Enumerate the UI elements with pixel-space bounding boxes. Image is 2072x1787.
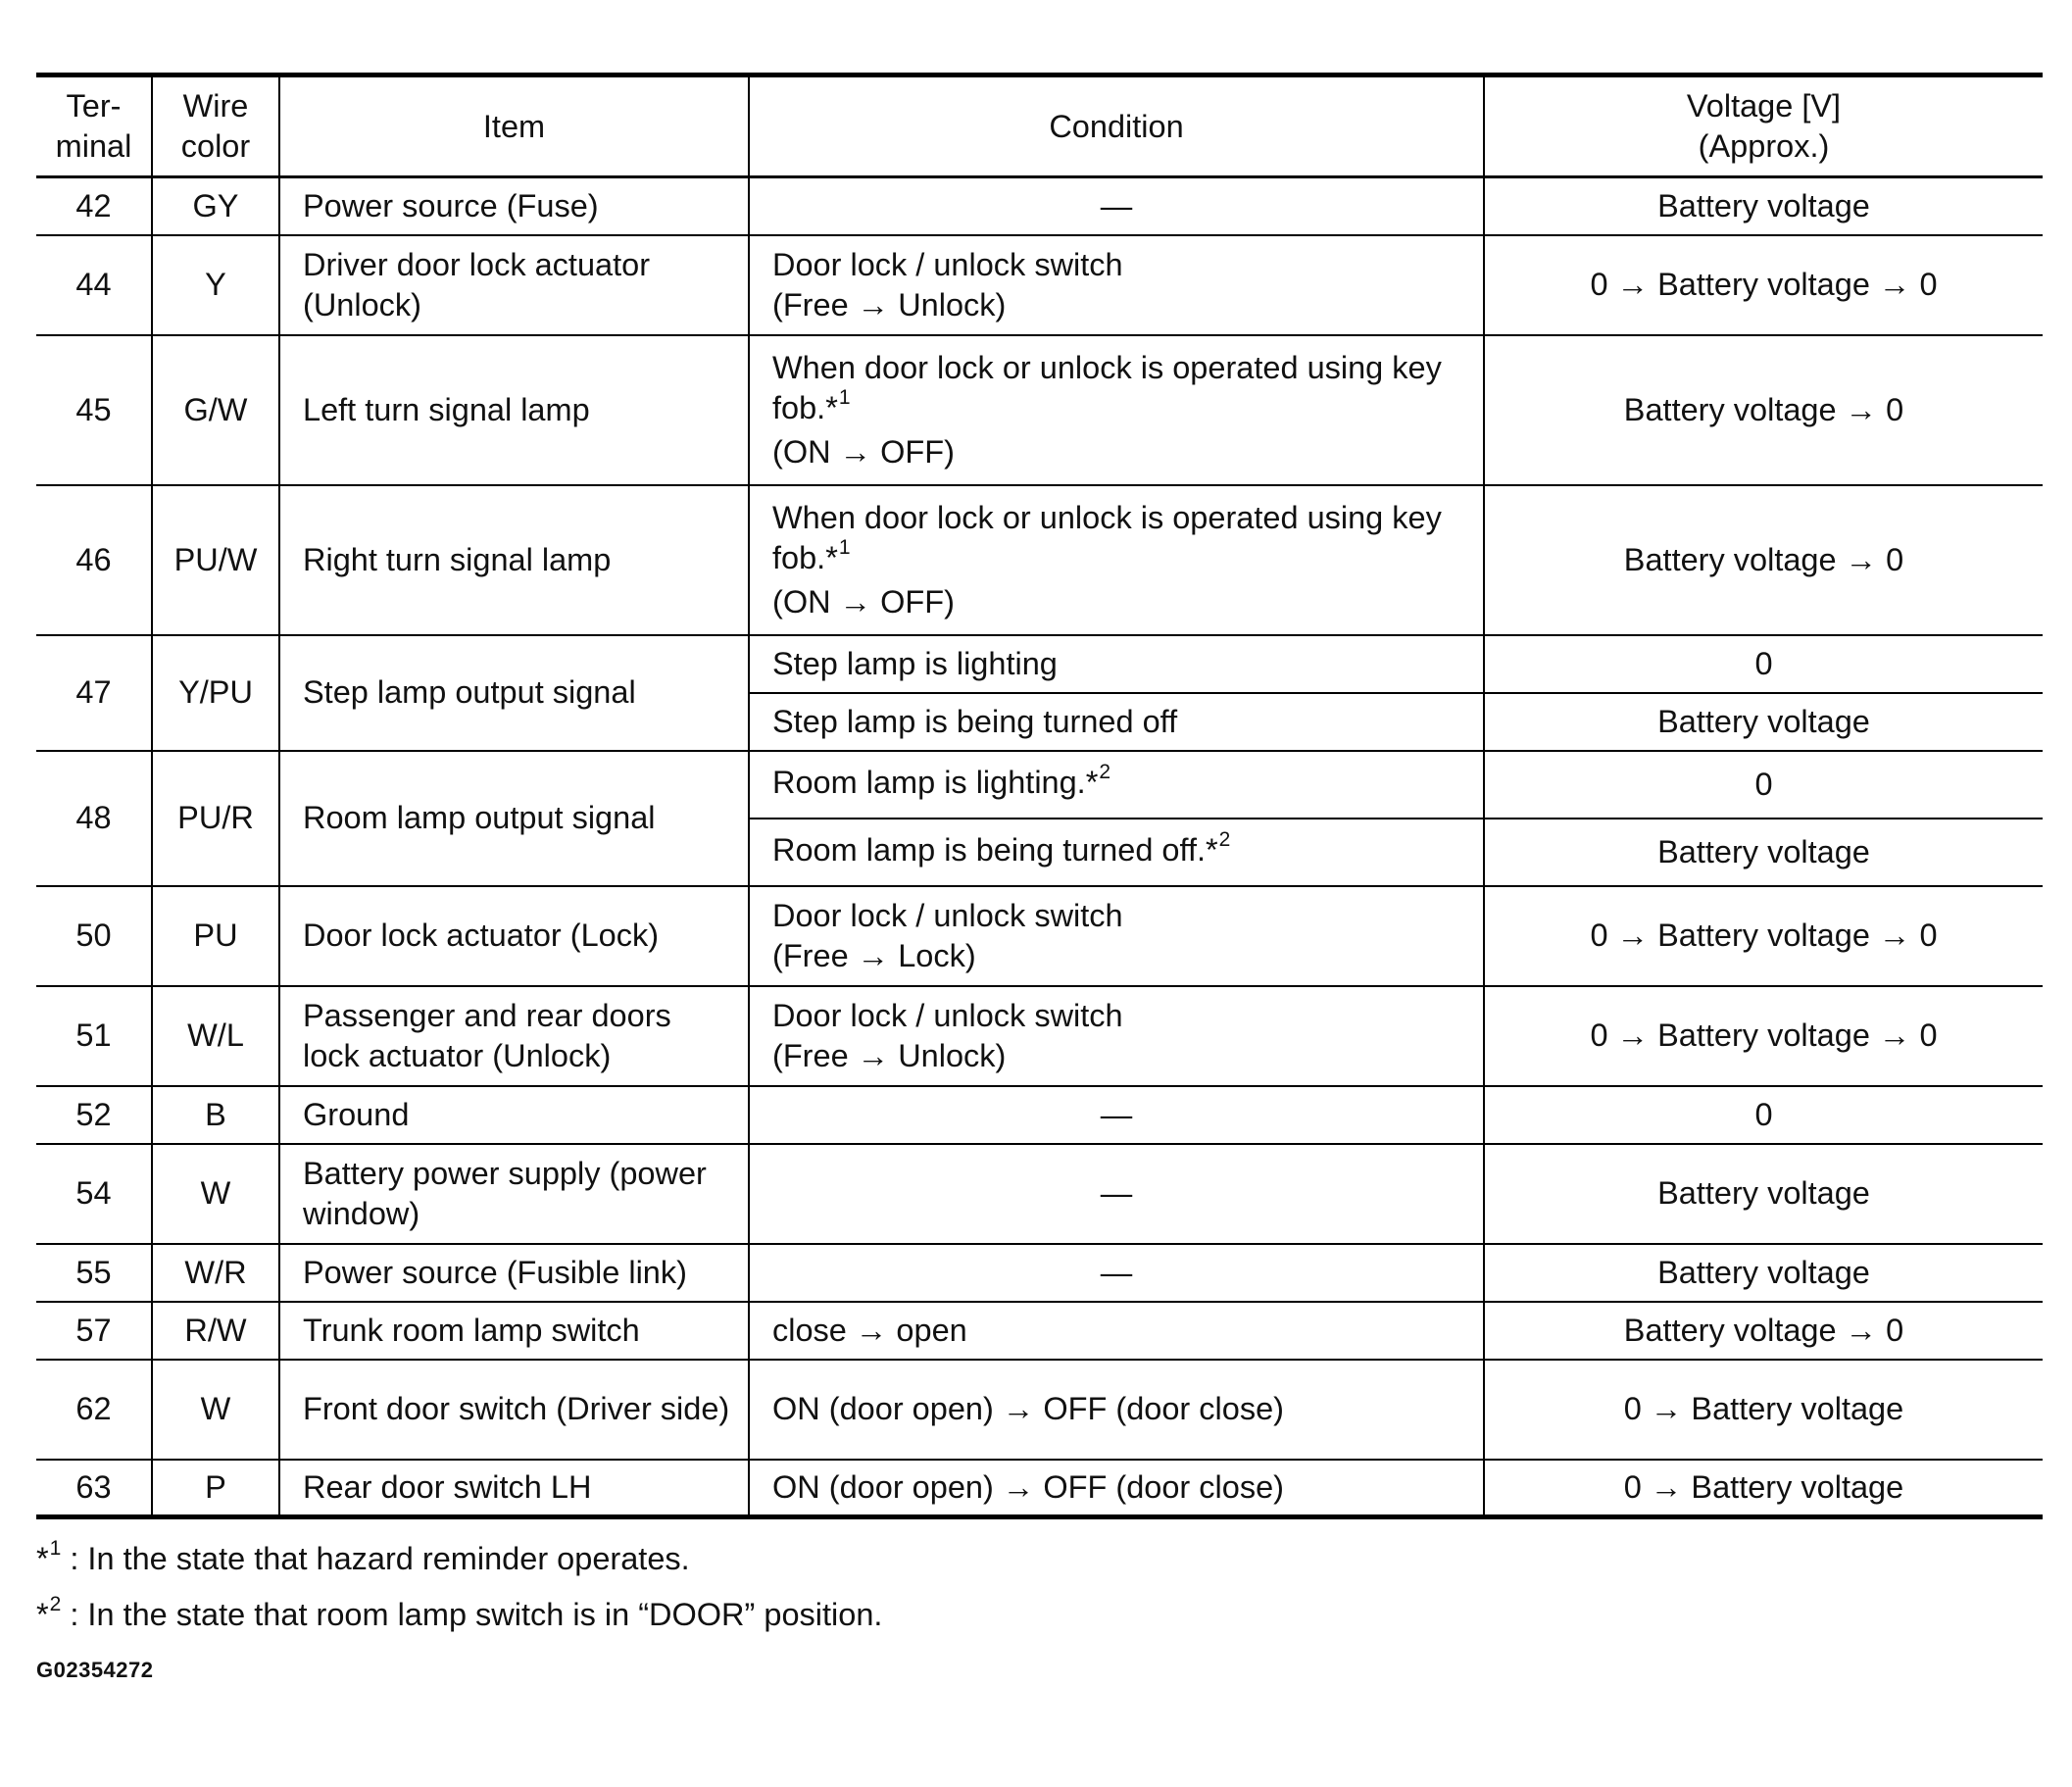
figure-code: G02354272: [36, 1658, 154, 1682]
header-voltage: Voltage [V] (Approx.): [1484, 75, 2043, 177]
condition-cell: ON (door open) → OFF (door close): [749, 1360, 1484, 1460]
terminal-table: [36, 73, 2043, 1519]
condition-cell: [749, 485, 1484, 635]
condition-cell: close → open: [749, 1302, 1484, 1360]
item-cell: Front door switch (Driver side): [279, 1360, 749, 1460]
terminal-cell: 48: [36, 751, 152, 886]
item-cell: Right turn signal lamp: [279, 485, 749, 635]
condition-cell: Step lamp is lighting: [749, 635, 1484, 693]
wire-color-cell: R/W: [152, 1302, 279, 1360]
table-row: [36, 1086, 2043, 1144]
footnote-mark: *: [36, 1597, 49, 1632]
condition-cell: [749, 335, 1484, 485]
terminal-cell: 57: [36, 1302, 152, 1360]
condition-cell: —: [749, 1144, 1484, 1244]
footnote-number: 2: [49, 1593, 62, 1615]
footnote-text: : In the state that hazard reminder operates.: [61, 1541, 690, 1576]
wire-color-cell: PU/W: [152, 485, 279, 635]
table-row: [36, 1460, 2043, 1517]
item-cell: Door lock actuator (Lock): [279, 886, 749, 986]
wire-color-cell: Y: [152, 235, 279, 335]
voltage-cell: 0 → Battery voltage: [1484, 1360, 2043, 1460]
item-cell: Battery power supply (power window): [279, 1144, 749, 1244]
table-row: [36, 751, 2043, 819]
footnote-number: 1: [49, 1537, 62, 1560]
wire-color-cell: B: [152, 1086, 279, 1144]
voltage-cell: Battery voltage → 0: [1484, 1302, 2043, 1360]
condition-cell: [749, 819, 1484, 886]
wire-color-cell: W/L: [152, 986, 279, 1086]
table-row: [36, 1302, 2043, 1360]
condition-cell: Door lock / unlock switch (Free → Unlock): [749, 986, 1484, 1086]
voltage-cell: Battery voltage → 0: [1484, 335, 2043, 485]
item-cell: Left turn signal lamp: [279, 335, 749, 485]
footnote-ref: 2: [1099, 760, 1111, 783]
voltage-cell: Battery voltage: [1484, 819, 2043, 886]
terminal-cell: 62: [36, 1360, 152, 1460]
voltage-cell: 0: [1484, 1086, 2043, 1144]
table-row: [36, 1244, 2043, 1302]
condition-text: When door lock or unlock is operated using key fob.: [772, 349, 1442, 425]
item-cell: Room lamp output signal: [279, 751, 749, 886]
table-row: [36, 886, 2043, 986]
item-cell: Rear door switch LH: [279, 1460, 749, 1517]
terminal-cell: 51: [36, 986, 152, 1086]
condition-cell: ON (door open) → OFF (door close): [749, 1460, 1484, 1517]
footnote-mark: *: [36, 1541, 49, 1576]
wire-color-cell: W: [152, 1360, 279, 1460]
terminal-cell: 44: [36, 235, 152, 335]
wire-color-cell: Y/PU: [152, 635, 279, 751]
voltage-cell: 0: [1484, 635, 2043, 693]
table-row: [36, 1360, 2043, 1460]
condition-text: Room lamp is lighting.: [772, 764, 1086, 800]
condition-state: (ON → OFF): [772, 583, 955, 620]
terminal-cell: 52: [36, 1086, 152, 1144]
item-cell: Driver door lock actuator (Unlock): [279, 235, 749, 335]
voltage-cell: 0 → Battery voltage → 0: [1484, 986, 2043, 1086]
item-cell: Trunk room lamp switch: [279, 1302, 749, 1360]
wire-color-cell: G/W: [152, 335, 279, 485]
wire-color-cell: W/R: [152, 1244, 279, 1302]
footnote-mark: *: [825, 539, 838, 575]
terminal-cell: 46: [36, 485, 152, 635]
footnote-text: : In the state that room lamp switch is in “DOOR” position.: [61, 1597, 883, 1632]
wire-color-cell: PU/R: [152, 751, 279, 886]
terminal-cell: 54: [36, 1144, 152, 1244]
footnote-2: [36, 1589, 2043, 1645]
footnote-ref: 1: [838, 535, 851, 559]
wire-color-cell: P: [152, 1460, 279, 1517]
table-row: [36, 177, 2043, 235]
item-cell: Ground: [279, 1086, 749, 1144]
header-row: [36, 75, 2043, 177]
condition-state: (ON → OFF): [772, 433, 955, 470]
condition-cell: —: [749, 177, 1484, 235]
header-wire-color: Wire color: [152, 75, 279, 177]
condition-cell: Door lock / unlock switch (Free → Lock): [749, 886, 1484, 986]
item-cell: Power source (Fuse): [279, 177, 749, 235]
voltage-cell: 0 → Battery voltage → 0: [1484, 235, 2043, 335]
wire-color-cell: GY: [152, 177, 279, 235]
footnotes: [36, 1533, 2043, 1645]
footnote-mark: *: [1206, 831, 1218, 868]
footnote-mark: *: [825, 389, 838, 425]
header-item: Item: [279, 75, 749, 177]
item-cell: Step lamp output signal: [279, 635, 749, 751]
terminal-cell: 42: [36, 177, 152, 235]
wire-color-cell: PU: [152, 886, 279, 986]
voltage-cell: Battery voltage: [1484, 1144, 2043, 1244]
terminal-voltage-sheet: [36, 73, 2043, 1683]
wire-color-cell: W: [152, 1144, 279, 1244]
voltage-cell: Battery voltage: [1484, 1244, 2043, 1302]
voltage-cell: 0 → Battery voltage: [1484, 1460, 2043, 1517]
terminal-cell: 63: [36, 1460, 152, 1517]
header-condition: Condition: [749, 75, 1484, 177]
condition-cell: —: [749, 1244, 1484, 1302]
terminal-cell: 50: [36, 886, 152, 986]
table-row: [36, 485, 2043, 635]
voltage-cell: 0: [1484, 751, 2043, 819]
table-row: [36, 335, 2043, 485]
voltage-cell: Battery voltage: [1484, 177, 2043, 235]
terminal-cell: 55: [36, 1244, 152, 1302]
footnote-ref: 2: [1218, 827, 1231, 851]
terminal-cell: 47: [36, 635, 152, 751]
condition-text: When door lock or unlock is operated using key fob.: [772, 499, 1442, 575]
footnote-ref: 1: [838, 385, 851, 409]
condition-cell: —: [749, 1086, 1484, 1144]
voltage-cell: Battery voltage: [1484, 693, 2043, 751]
item-cell: Passenger and rear doors lock actuator (Unlock): [279, 986, 749, 1086]
condition-cell: Step lamp is being turned off: [749, 693, 1484, 751]
footnote-mark: *: [1085, 764, 1099, 800]
terminal-cell: 45: [36, 335, 152, 485]
table-row: [36, 235, 2043, 335]
condition-text: Room lamp is being turned off.: [772, 831, 1207, 868]
item-cell: Power source (Fusible link): [279, 1244, 749, 1302]
table-row: [36, 986, 2043, 1086]
condition-cell: [749, 751, 1484, 819]
voltage-cell: Battery voltage → 0: [1484, 485, 2043, 635]
voltage-cell: 0 → Battery voltage → 0: [1484, 886, 2043, 986]
header-terminal: Ter- minal: [36, 75, 152, 177]
condition-cell: Door lock / unlock switch (Free → Unlock): [749, 235, 1484, 335]
table-row: [36, 635, 2043, 693]
footnote-1: [36, 1533, 2043, 1589]
table-row: [36, 1144, 2043, 1244]
